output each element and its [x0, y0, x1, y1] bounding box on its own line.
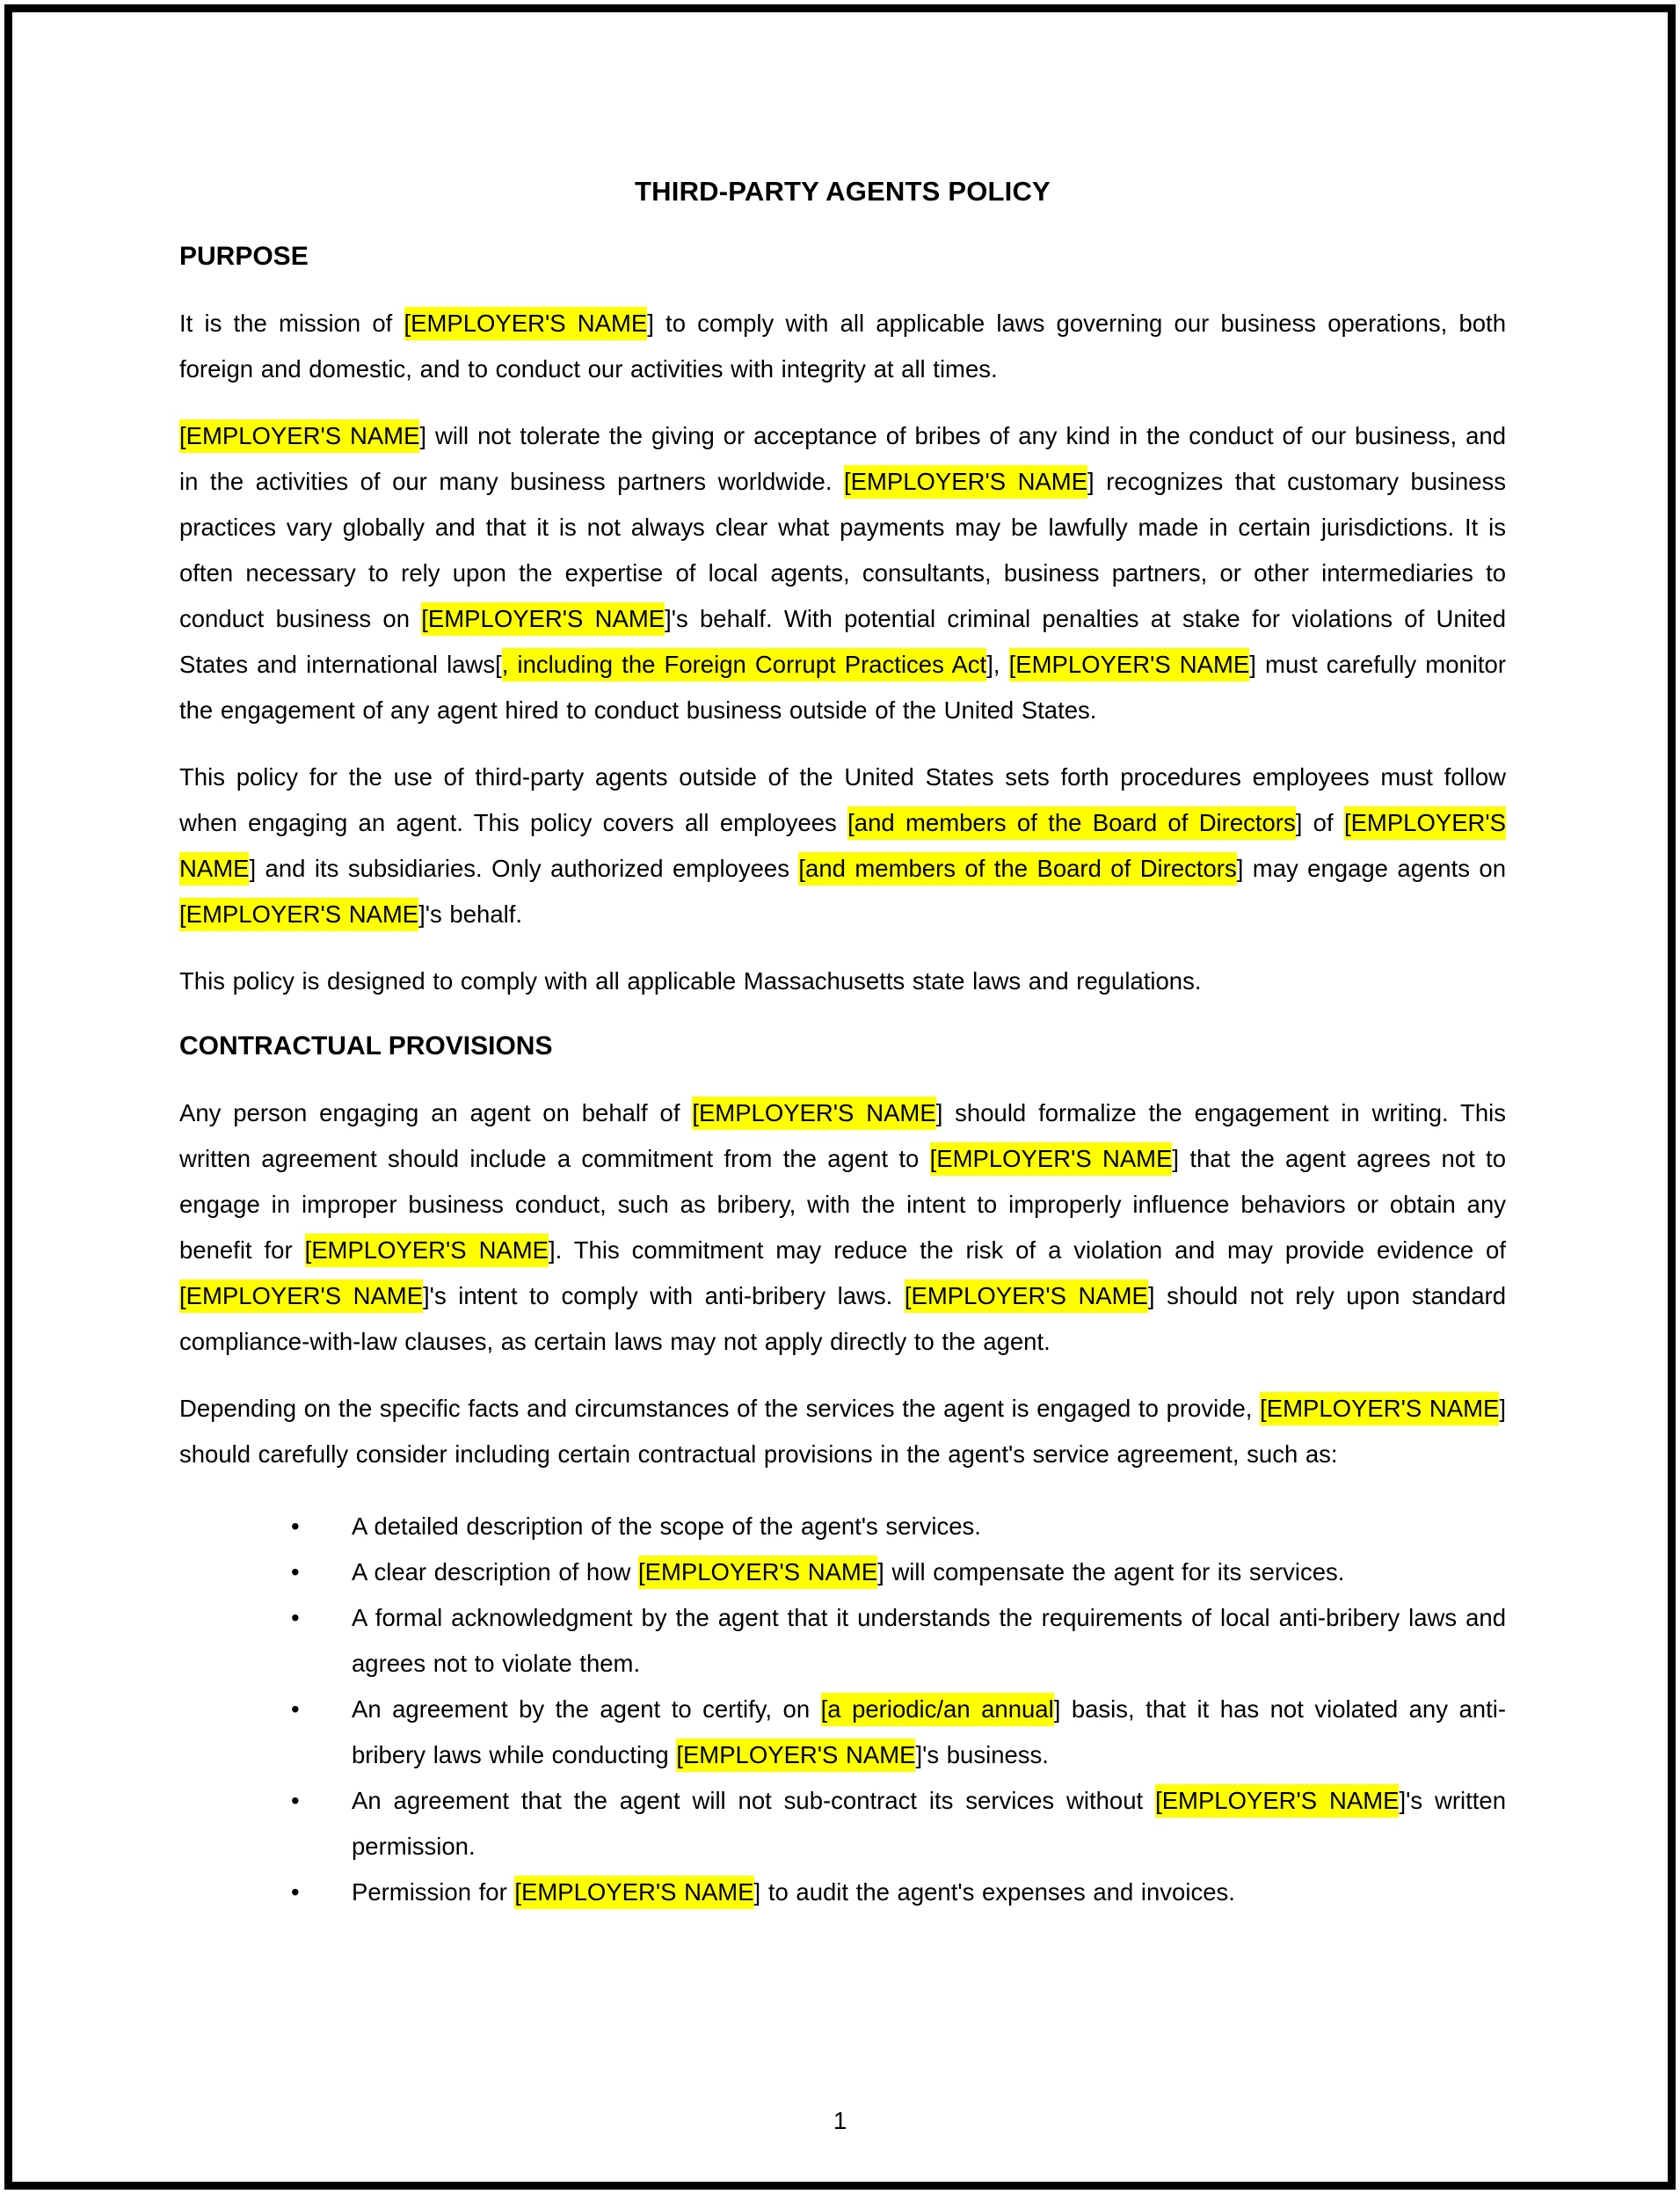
bullet-item [179, 1504, 1506, 1549]
text-run: ] should carefully consider including certain contractual provisions in the agent's service agreement, such as: [179, 1395, 1506, 1468]
text-run: ] should formalize the engagement in writing. This written agreement should include a commitment from the agent to [179, 1099, 1506, 1172]
text-run: This policy is designed to comply with all applicable Massachusetts state laws and regulations. [179, 967, 1202, 995]
text-run: Any person engaging an agent on behalf of [179, 1099, 693, 1126]
text-run: ] recognizes that customary business practices vary globally and that it is not always clear what payments may be lawfully made in certain jurisdictions. It is often necessary to rely upon the expertise of local agents, consultants, business partners, or other intermediaries to conduct business on [179, 468, 1506, 632]
bullet-icon: • [291, 1878, 300, 1906]
highlighted-text: [EMPLOYER'S NAME [404, 307, 648, 340]
highlighted-text: [EMPLOYER'S NAME [1009, 648, 1250, 682]
bullet-icon: • [291, 1512, 300, 1540]
bullet-item [179, 1870, 1506, 1915]
text-run: An agreement that the agent will not sub-contract its services without [352, 1787, 1156, 1814]
bullet-item [179, 1687, 1506, 1778]
text-run: ]'s business. [915, 1741, 1049, 1768]
text-run: ]'s intent to comply with anti-bribery laws. [423, 1282, 905, 1309]
paragraph [179, 413, 1506, 733]
highlighted-text: [EMPLOYER'S NAME [905, 1279, 1148, 1313]
paragraph [179, 754, 1506, 937]
document-title: THIRD-PARTY AGENTS POLICY [635, 176, 1051, 207]
text-run: A detailed description of the scope of the agent's services. [352, 1512, 981, 1540]
bullet-item [179, 1595, 1506, 1687]
bullet-icon: • [291, 1695, 300, 1723]
highlighted-text: [EMPLOYER'S NAME [844, 465, 1087, 499]
paragraph [179, 301, 1506, 392]
highlighted-text: [EMPLOYER'S NAME [305, 1234, 549, 1267]
text-run: ] basis, that it has not violated any anti-bribery laws while conducting [352, 1695, 1506, 1768]
text-run: ], [986, 651, 1009, 678]
bullet-icon: • [291, 1787, 300, 1814]
document-page [4, 4, 1676, 2190]
highlighted-text: [EMPLOYER'S NAME [179, 1279, 423, 1313]
paragraph [179, 1090, 1506, 1365]
highlighted-text: [EMPLOYER'S NAME [930, 1142, 1173, 1176]
text-run: An agreement by the agent to certify, on [352, 1695, 821, 1723]
section-heading: CONTRACTUAL PROVISIONS [179, 1031, 553, 1061]
text-run: ] to comply with all applicable laws governing our business operations, both foreign and domestic, and to conduct our activities with integrity at all times. [179, 310, 1506, 383]
text-run: ]'s behalf. [418, 900, 523, 928]
highlighted-text: [and members of the Board of Directors [847, 806, 1296, 840]
highlighted-text: [EMPLOYER'S NAME [179, 898, 418, 931]
highlighted-text: [EMPLOYER'S NAME [1260, 1392, 1499, 1425]
highlighted-text: [EMPLOYER'S NAME [676, 1738, 915, 1772]
text-run: ] must carefully monitor the engagement of any agent hired to conduct business outside of the United States. [179, 651, 1506, 724]
text-run: It is the mission of [179, 310, 404, 337]
highlighted-text: [EMPLOYER'S NAME [638, 1556, 877, 1589]
text-run: ] will not tolerate the giving or acceptance of bribes of any kind in the conduct of our business, and in the activities of our many business partners worldwide. [179, 422, 1506, 495]
text-run: ]'s behalf. With potential criminal penalties at stake for violations of United States and international laws[ [179, 605, 1506, 678]
text-run: ]'s written permission. [352, 1787, 1506, 1860]
highlighted-text: [EMPLOYER'S NAME [692, 1097, 935, 1130]
text-run: Permission for [352, 1878, 515, 1906]
bullet-item [179, 1549, 1506, 1595]
text-run: ] will compensate the agent for its services. [877, 1558, 1345, 1585]
text-run: ] to audit the agent's expenses and invoices. [753, 1878, 1235, 1906]
text-run: ] should not rely upon standard compliance-with-law clauses, as certain laws may not apply directly to the agent. [179, 1282, 1506, 1355]
text-run: This policy for the use of third-party agents outside of the United States sets forth procedures employees must follow when engaging an agent. This policy covers all employees [179, 763, 1506, 836]
text-run: Depending on the specific facts and circumstances of the services the agent is engaged to provide, [179, 1395, 1261, 1422]
highlighted-text: [EMPLOYER'S NAME [179, 806, 1506, 886]
highlighted-text: [EMPLOYER'S NAME [1155, 1784, 1399, 1818]
highlighted-text: [a periodic/an annual [821, 1693, 1054, 1726]
text-run: ] of [1295, 809, 1344, 836]
document-content [12, 12, 1668, 2182]
bullet-item [179, 1778, 1506, 1870]
highlighted-text: , including the Foreign Corrupt Practices Act [502, 648, 986, 682]
page-number: 1 [833, 2107, 847, 2134]
text-run: ] that the agent agrees not to engage in improper business conduct, such as bribery, with the intent to improperly influence behaviors or obtain any benefit for [179, 1145, 1506, 1264]
text-run: A formal acknowledgment by the agent that it understands the requirements of local anti-bribery laws and agrees not to violate them. [352, 1604, 1506, 1677]
section-heading: PURPOSE [179, 242, 309, 271]
bullet-icon: • [291, 1604, 300, 1631]
text-run: ] and its subsidiaries. Only authorized employees [249, 855, 799, 882]
highlighted-text: [EMPLOYER'S NAME [421, 602, 665, 636]
text-run: A clear description of how [352, 1558, 639, 1585]
bullet-list [179, 1504, 1506, 1915]
text-run: ] may engage agents on [1236, 855, 1506, 882]
paragraph [179, 1386, 1506, 1477]
text-run: ]. This commitment may reduce the risk of a violation and may provide evidence of [549, 1236, 1506, 1264]
highlighted-text: [EMPLOYER'S NAME [514, 1876, 753, 1909]
bullet-icon: • [291, 1558, 300, 1585]
paragraph [179, 959, 1506, 1004]
highlighted-text: [and members of the Board of Directors [798, 852, 1236, 886]
document-body [179, 234, 1506, 1915]
highlighted-text: [EMPLOYER'S NAME [179, 419, 419, 453]
